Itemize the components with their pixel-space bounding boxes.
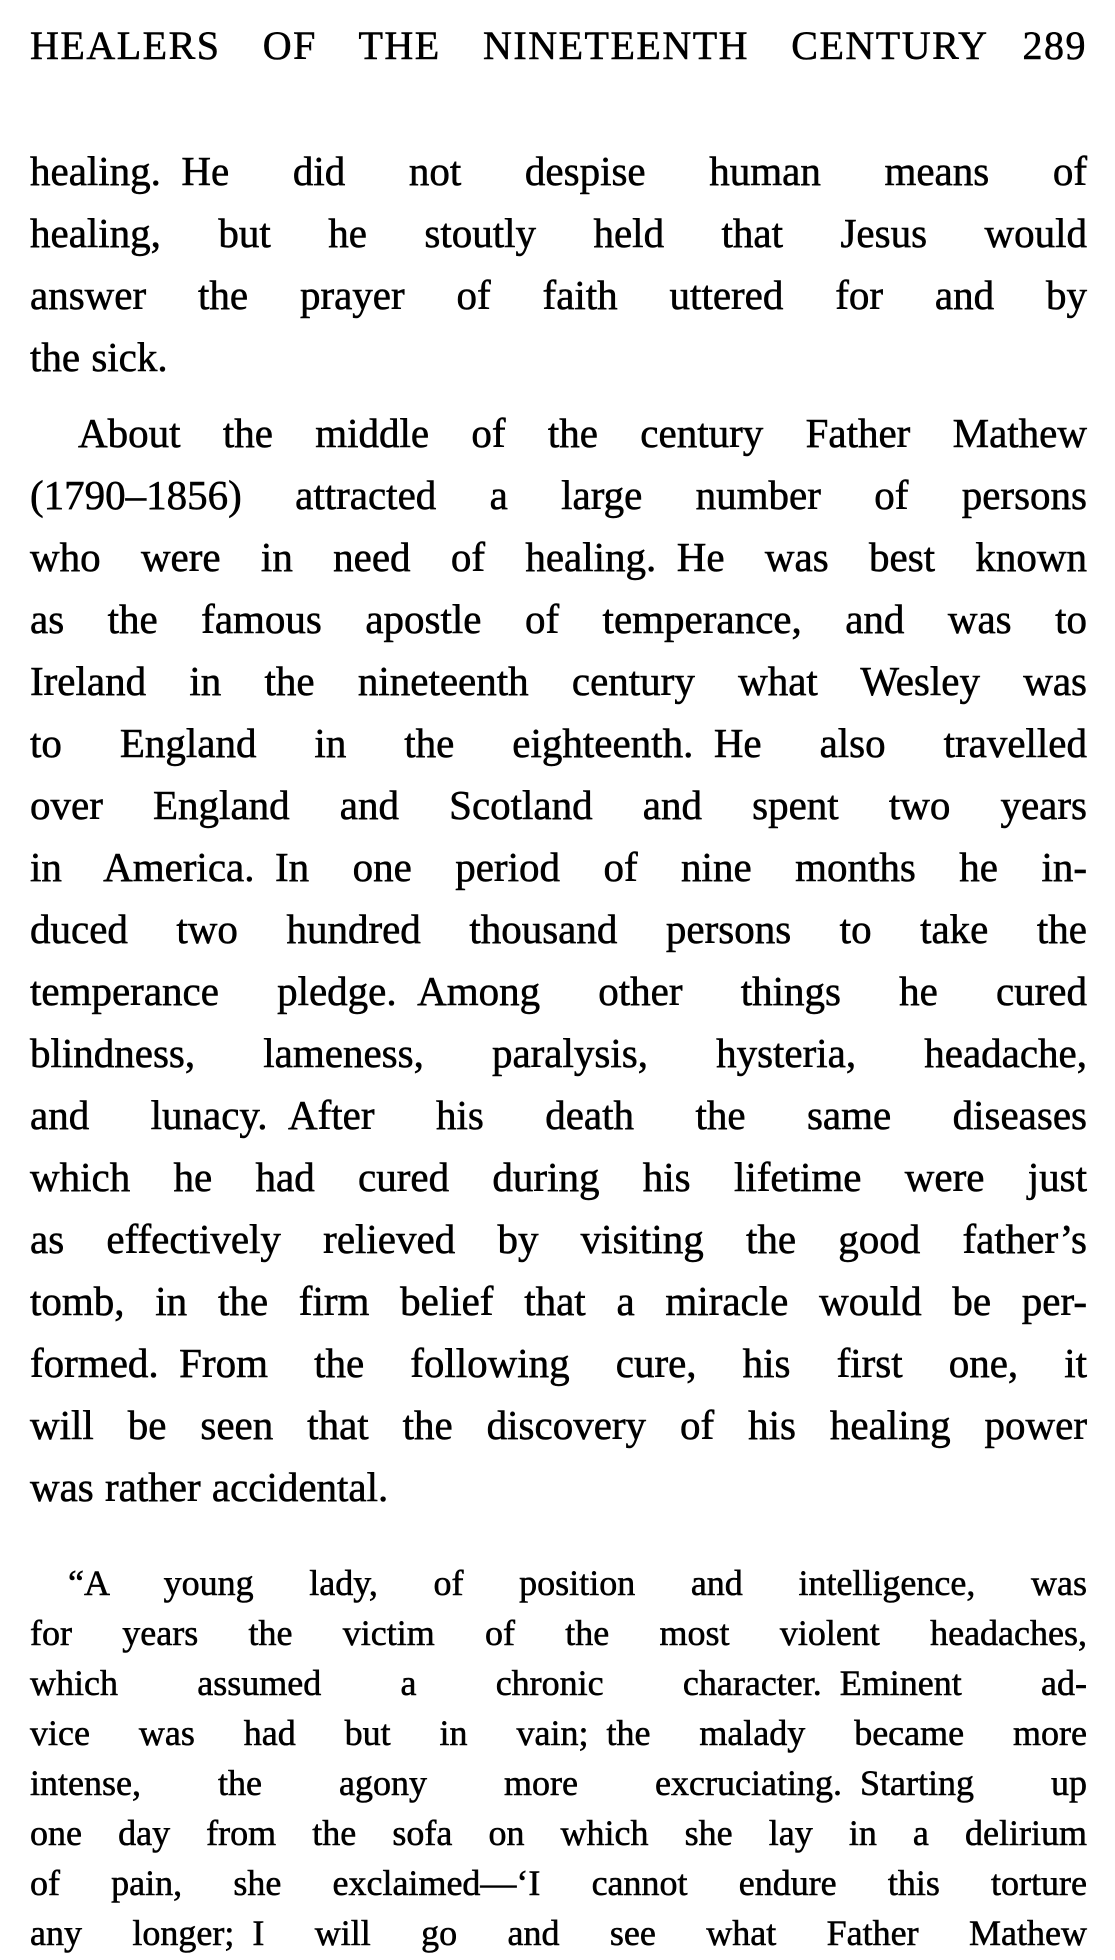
text-line: formed. From the following cure, his first one, it [30,1340,1087,1386]
text-line: tomb, in the firm belief that a miracle would be per- [30,1278,1087,1324]
paragraph-father-mathew [30,402,1087,1518]
text-line: was rather accidental. [30,1464,389,1510]
text-line: temperance pledge. Among other things he cured [30,968,1087,1014]
text-line: and lunacy. After his death the same diseases [30,1092,1087,1138]
text-line: the sick. [30,334,168,380]
text-line: over England and Scotland and spent two years [30,782,1087,828]
text-line: Ireland in the nineteenth century what Wesley was [30,658,1087,704]
text-line: of pain, she exclaimed—‘I cannot endure this torture [30,1863,1087,1903]
paragraph-quote-young-lady [30,1558,1087,1958]
text-line: who were in need of healing. He was best known [30,534,1087,580]
text-line: will be seen that the discovery of his healing power [30,1402,1087,1448]
text-line: About the middle of the century Father Mathew [78,410,1087,456]
text-line: vice was had but in vain; the malady became more [30,1713,1087,1753]
page-number: 289 [1022,23,1087,68]
text-line: answer the prayer of faith uttered for and by [30,272,1087,318]
text-line: in America. In one period of nine months he in- [30,844,1087,890]
text-line: (1790–1856) attracted a large number of persons [30,472,1087,518]
text-line: duced two hundred thousand persons to take the [30,906,1087,952]
text-line: intense, the agony more excruciating. Starting up [30,1763,1087,1803]
running-head-title: HEALERS OF THE NINETEENTH CENTURY [30,23,989,68]
text-line: blindness, lameness, paralysis, hysteria, headache, [30,1030,1087,1076]
text-line: any longer; I will go and see what Father Mathew [30,1913,1087,1953]
text-line: “A young lady, of position and intelligence, was [68,1563,1087,1603]
text-line: one day from the sofa on which she lay in a delirium [30,1813,1087,1853]
text-line: to England in the eighteenth. He also travelled [30,720,1087,766]
text-line: as effectively relieved by visiting the good father’s [30,1216,1087,1262]
text-line: healing. He did not despise human means of [30,148,1087,194]
text-line: which he had cured during his lifetime were just [30,1154,1087,1200]
text-line: which assumed a chronic character. Eminent ad- [30,1663,1087,1703]
text-line: healing, but he stoutly held that Jesus would [30,210,1087,256]
text-line: as the famous apostle of temperance, and was to [30,596,1087,642]
text-line: for years the victim of the most violent headaches, [30,1613,1087,1653]
paragraph-continuation [30,140,1087,388]
running-head [30,22,1087,70]
page-text [30,140,1087,1958]
